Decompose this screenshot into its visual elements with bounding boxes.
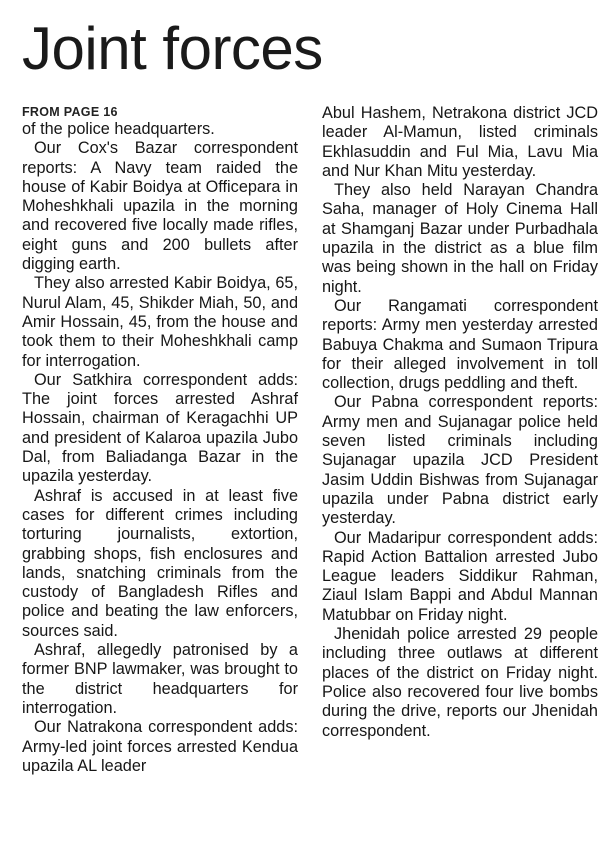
paragraph: Our Madaripur correspondent adds: Rapid Action Battalion arrested Jubo League leaders Siddikur Rahman, Ziaul Islam Bappi and Abdul Mannan Matubbar on Friday night.: [322, 528, 598, 624]
paragraph: Our Satkhira correspondent adds: The joint forces arrested Ashraf Hossain, chairman of Keragachhi UP and president of Kalaroa upazila Jubo Dal, from Baliadanga Bazar in the upazila yesterday.: [22, 370, 298, 486]
paragraph: Our Pabna correspondent reports: Army men and Sujanagar police held seven listed criminals including Sujanagar upazila JCD President Jasim Uddin Bishwas from Sujanagar upazila under Pabna district early yesterday.: [322, 393, 598, 528]
jump-label: FROM PAGE 16: [22, 105, 118, 119]
paragraph: Our Cox's Bazar correspondent reports: A Navy team raided the house of Kabir Boidya at Officepara in Moheshkhali upazila in the morning and recovered five locally made rifles, eight guns and 200 bullets after digging earth.: [22, 139, 298, 274]
article-column-left: [22, 104, 298, 776]
headline: Joint forces: [22, 15, 323, 82]
paragraph: They also held Narayan Chandra Saha, manager of Holy Cinema Hall at Shamganj Bazar under Purbadhala upazila in the district as a blue film was being shown in the hall on Friday night.: [322, 181, 598, 296]
paragraph: Abul Hashem, Netrakona district JCD leader Al-Mamun, listed criminals Ekhlasuddin and Ful Mia, Lavu Mia and Nur Khan Mitu yesterday.: [322, 104, 598, 180]
paragraph: Our Rangamati correspondent reports: Army men yesterday arrested Babuya Chakma and Sumaon Tripura for their alleged involvement in toll collection, drugs peddling and theft.: [322, 296, 598, 393]
paragraph: Our Natrakona correspondent adds: Army-led joint forces arrested Kendua upazila AL leader: [22, 718, 298, 775]
article-column-right: [322, 104, 598, 741]
paragraph: They also arrested Kabir Boidya, 65, Nurul Alam, 45, Shikder Miah, 50, and Amir Hossain, 45, from the house and took them to their Moheshkhali camp for interrogation.: [22, 274, 298, 370]
paragraph: Ashraf, allegedly patronised by a former BNP lawmaker, was brought to the district headquarters for interrogation.: [22, 641, 298, 717]
paragraph: of the police headquarters.: [22, 120, 215, 138]
paragraph: Jhenidah police arrested 29 people including three outlaws at different places of the district on Friday night. Police also recovered four live bombs during the drive, reports our Jhenidah correspondent.: [322, 625, 598, 740]
paragraph: Ashraf is accused in at least five cases for different crimes including torturing journalists, extortion, grabbing shops, fish enclosures and lands, snatching criminals from the custody of Bangladesh Rifles and police and beating the law enforcers, sources said.: [22, 486, 298, 640]
